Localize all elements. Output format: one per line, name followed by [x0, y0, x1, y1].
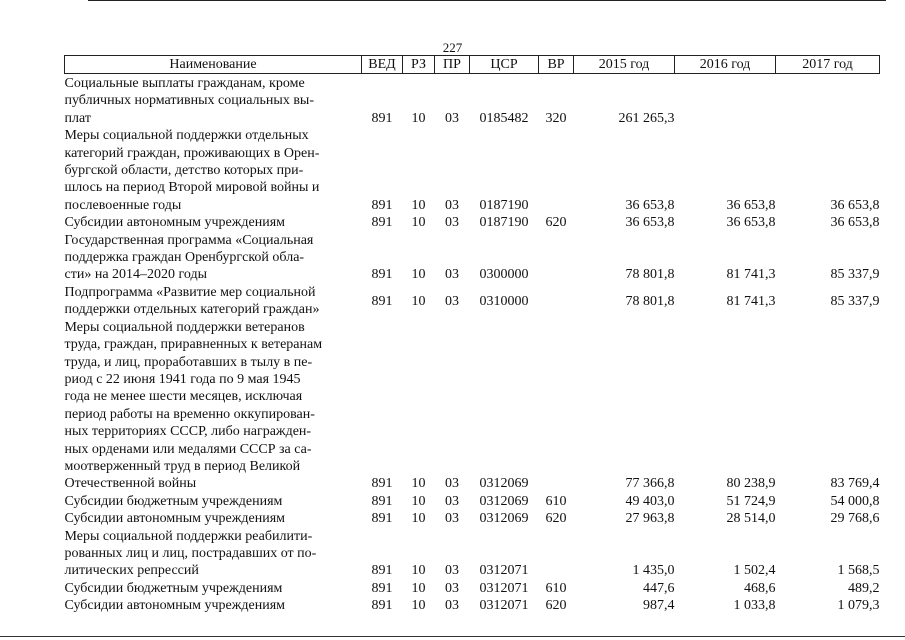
amount-2017-cell: [776, 74, 880, 128]
name-line: рованных лиц и лиц, пострадавших от по-: [64, 545, 317, 561]
name-cell: [65, 580, 362, 597]
amount-2017-cell: 36 653,8: [830, 197, 880, 213]
table-row: [65, 528, 880, 580]
name-line: Субсидии автономным учреждениям: [64, 511, 286, 527]
vr-cell: 610: [545, 580, 567, 596]
vr-cell: [539, 528, 574, 580]
ved-cell: 891: [371, 493, 393, 509]
amount-2016-cell: 1 033,8: [733, 598, 776, 614]
amount-2017-cell: 1 079,3: [837, 598, 880, 614]
pr-cell: 03: [445, 493, 459, 509]
amount-2016-cell: [675, 74, 776, 128]
column-header-2015: 2015 год: [574, 56, 675, 74]
csr-cell: 0312069: [479, 493, 529, 509]
csr-cell: 0312071: [479, 580, 529, 596]
ved-cell: 891: [371, 293, 393, 309]
name-line: Подпрограмма «Развитие мер социальной: [64, 284, 316, 300]
amount-2015-cell: 27 963,8: [625, 511, 675, 527]
ved-cell: 891: [371, 511, 393, 527]
amount-2016-cell: 81 741,3: [726, 293, 776, 309]
rz-cell: 10: [411, 493, 426, 509]
column-header-2017: 2017 год: [776, 56, 880, 74]
table-row: [65, 284, 880, 319]
vr-cell: 620: [545, 511, 567, 527]
csr-cell: 0185482: [479, 110, 529, 126]
name-line: риод с 22 июня 1941 года по 9 мая 1945: [64, 371, 301, 387]
pr-cell: 03: [445, 215, 459, 231]
amount-2015-cell: 36 653,8: [625, 215, 675, 231]
name-cell: [65, 510, 362, 527]
name-line: моотверженный труд в период Великой: [64, 458, 301, 474]
name-line: ных территориях СССР, либо награжден-: [64, 424, 312, 440]
table-row: [65, 493, 880, 510]
column-header-ved: ВЕД: [362, 56, 403, 74]
amount-2017-cell: 83 769,4: [830, 476, 880, 492]
pr-cell: 03: [445, 110, 459, 126]
amount-2015-cell: 49 403,0: [625, 493, 675, 509]
name-line: период работы на временно оккупирован-: [64, 406, 315, 422]
table-row: [65, 319, 880, 493]
name-line: Субсидии автономным учреждениям: [64, 215, 286, 231]
amount-2017-cell: 36 653,8: [830, 215, 880, 231]
amount-2015-cell: 261 265,3: [618, 110, 675, 126]
pr-cell: 03: [445, 476, 459, 492]
table-body: [65, 74, 880, 615]
name-line: ных орденами или медалями СССР за са-: [64, 441, 312, 457]
name-cell: [65, 597, 362, 614]
bottom-rule: [0, 636, 905, 637]
amount-2017-cell: 489,2: [848, 580, 880, 596]
csr-cell: 0187190: [479, 197, 529, 213]
rz-cell: 10: [411, 598, 426, 614]
amount-2016-cell: 80 238,9: [726, 476, 776, 492]
ved-cell: 891: [371, 267, 393, 283]
name-line: Меры социальной поддержки ветеранов: [64, 319, 305, 335]
vr-cell: 610: [545, 493, 567, 509]
pr-cell: 03: [445, 197, 459, 213]
csr-cell: 0300000: [479, 267, 529, 283]
amount-2017-cell: 1 568,5: [837, 563, 880, 579]
name-cell: [65, 232, 362, 284]
name-line: Меры социальной поддержки реабилити-: [64, 528, 313, 544]
amount-2016-cell: 51 724,9: [726, 493, 776, 509]
name-line: Субсидии бюджетным учреждениям: [64, 580, 283, 596]
table-row: [65, 74, 880, 128]
vr-cell: [539, 319, 574, 493]
amount-2015-cell: 36 653,8: [625, 197, 675, 213]
rz-cell: 10: [411, 293, 426, 309]
name-line: литических репрессий: [64, 563, 199, 579]
name-cell: [65, 74, 362, 128]
name-line: Социальные выплаты гражданам, кроме: [64, 76, 305, 91]
amount-2016-cell: 36 653,8: [726, 197, 776, 213]
column-header-pr: ПР: [435, 56, 470, 74]
rz-cell: 10: [411, 563, 426, 579]
table-row: [65, 510, 880, 527]
amount-2017-cell: 54 000,8: [830, 493, 880, 509]
amount-2016-cell: 36 653,8: [726, 215, 776, 231]
name-line: года не менее шести месяцев, исключая: [64, 389, 303, 405]
table-row: [65, 580, 880, 597]
rz-cell: 10: [411, 476, 426, 492]
top-rule: [88, 0, 886, 1]
name-line: послевоенные годы: [64, 197, 182, 213]
amount-2015-cell: 987,4: [643, 598, 675, 614]
name-line: поддержка граждан Оренбургской обла-: [64, 250, 305, 266]
name-cell: [65, 214, 362, 231]
name-line: плат: [64, 110, 91, 126]
ved-cell: 891: [371, 476, 393, 492]
ved-cell: 891: [371, 580, 393, 596]
amount-2017-cell: 29 768,6: [830, 511, 880, 527]
amount-2016-cell: 81 741,3: [726, 267, 776, 283]
rz-cell: 10: [411, 215, 426, 231]
column-header-csr: ЦСР: [470, 56, 539, 74]
pr-cell: 03: [445, 563, 459, 579]
name-cell: [65, 284, 362, 319]
ved-cell: 891: [371, 197, 393, 213]
budget-table: [64, 55, 880, 615]
name-line: Субсидии автономным учреждениям: [64, 598, 286, 614]
csr-cell: 0187190: [479, 215, 529, 231]
amount-2016-cell: 1 502,4: [733, 563, 776, 579]
name-line: сти» на 2014–2020 годы: [64, 267, 208, 283]
rz-cell: 10: [411, 197, 426, 213]
column-header-vr: ВР: [539, 56, 574, 74]
table-row: [65, 232, 880, 284]
amount-2016-cell: 28 514,0: [726, 511, 776, 527]
csr-cell: 0312071: [479, 598, 529, 614]
name-line: Субсидии бюджетным учреждениям: [64, 493, 283, 509]
ved-cell: 891: [371, 215, 393, 231]
name-cell: [65, 127, 362, 214]
name-line: бургской области, детство которых при-: [64, 163, 304, 179]
rz-cell: 10: [411, 110, 426, 126]
table-row: [65, 127, 880, 214]
vr-cell: [539, 284, 574, 319]
amount-2015-cell: 78 801,8: [625, 267, 675, 283]
pr-cell: 03: [445, 580, 459, 596]
amount-2015-cell: 78 801,8: [625, 293, 675, 309]
vr-cell: [539, 127, 574, 214]
amount-2015-cell: 77 366,8: [625, 476, 675, 492]
ved-cell: 891: [371, 110, 393, 126]
table-row: [65, 597, 880, 614]
table-row: [65, 214, 880, 231]
pr-cell: 03: [445, 293, 459, 309]
amount-2017-cell: 85 337,9: [830, 293, 880, 309]
name-line: Отечественной войны: [64, 476, 197, 492]
name-line: Меры социальной поддержки отдельных: [64, 128, 309, 144]
vr-cell: 320: [545, 110, 567, 126]
vr-cell: 620: [545, 598, 567, 614]
pr-cell: 03: [445, 267, 459, 283]
rz-cell: 10: [411, 511, 426, 527]
rz-cell: 10: [411, 580, 426, 596]
name-line: шлось на период Второй мировой войны и: [64, 180, 320, 196]
name-cell: [65, 493, 362, 510]
name-line: поддержки отдельных категорий граждан»: [64, 302, 320, 318]
csr-cell: 0312069: [479, 511, 529, 527]
table-header-row: [65, 56, 880, 74]
name-line: труда, граждан, приравненных к ветеранам: [64, 337, 323, 353]
amount-2015-cell: 1 435,0: [632, 563, 675, 579]
name-line: Государственная программа «Социальная: [64, 232, 314, 248]
csr-cell: 0310000: [479, 293, 529, 309]
name-cell: [65, 319, 362, 493]
csr-cell: 0312071: [479, 563, 529, 579]
column-header-name: Наименование: [65, 56, 362, 74]
column-header-rz: РЗ: [403, 56, 435, 74]
ved-cell: 891: [371, 598, 393, 614]
amount-2015-cell: 447,6: [643, 580, 675, 596]
csr-cell: 0312069: [479, 476, 529, 492]
name-line: труда, и лиц, проработавших в тылу в пе-: [64, 354, 313, 370]
ved-cell: 891: [371, 563, 393, 579]
vr-cell: [539, 232, 574, 284]
pr-cell: 03: [445, 598, 459, 614]
rz-cell: 10: [411, 267, 426, 283]
amount-2016-cell: 468,6: [744, 580, 776, 596]
name-cell: [65, 528, 362, 580]
amount-2017-cell: 85 337,9: [830, 267, 880, 283]
name-line: публичных нормативных социальных вы-: [64, 93, 314, 109]
page-number: 227: [442, 40, 463, 55]
column-header-2016: 2016 год: [675, 56, 776, 74]
vr-cell: 620: [545, 215, 567, 231]
pr-cell: 03: [445, 511, 459, 527]
name-line: категорий граждан, проживающих в Орен-: [64, 145, 320, 161]
